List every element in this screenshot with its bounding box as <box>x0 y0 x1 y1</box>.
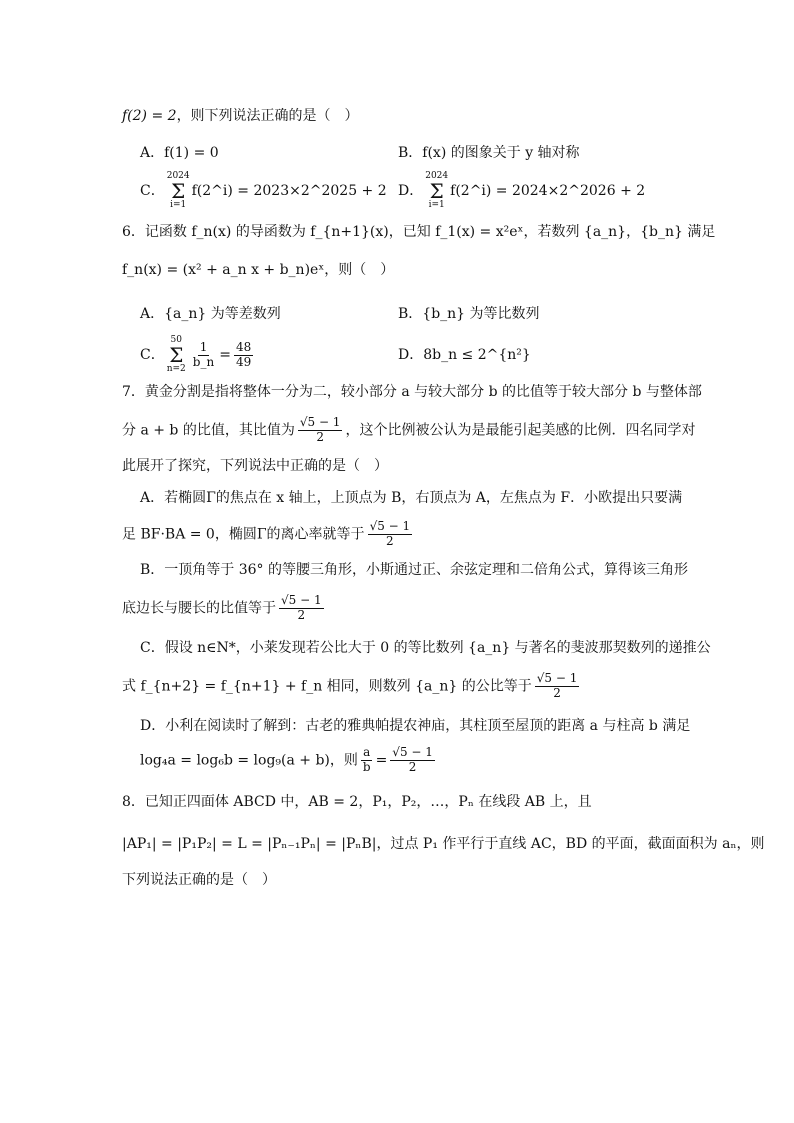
q5-option-b: B．f(x) 的图象关于 y 轴对称 <box>398 145 580 161</box>
q7-option-c-line-1: C．假设 n∈N*，小莱发现若公比大于 0 的等比数列 {a_n} 与著名的斐波那契数列的递推公 <box>140 640 711 656</box>
summation-symbol: 50 Σ n=2 <box>166 335 186 374</box>
option-text: 足 BF·BA = 0，椭圆Γ的离心率就等于 <box>122 526 365 543</box>
fraction <box>535 672 580 701</box>
fraction-numerator: 48 <box>235 339 252 354</box>
q7-option-d-line-1: D．小利在阅读时了解到：古老的雅典帕提农神庙，其柱顶至屋顶的距离 a 与柱高 b 满足 <box>140 718 691 734</box>
option-expression: f(2^i) = 2024×2^2026 + 2 <box>450 183 646 199</box>
fraction-numerator: 1 <box>199 339 208 354</box>
q6-stem-line-1: 6．记函数 f_n(x) 的导函数为 f_{n+1}(x)，已知 f_1(x) = x²eˣ，若数列 {a_n}，{b_n} 满足 <box>122 224 716 240</box>
sum-upper-limit: 2024 <box>425 171 449 181</box>
fraction-denominator: b <box>362 759 371 774</box>
option-label: C． <box>140 183 165 199</box>
fraction <box>361 746 373 775</box>
q7-stem-line-3: 此展开了探究，下列说法中正确的是（ ） <box>122 458 388 474</box>
fraction-denominator: 2 <box>408 759 417 774</box>
fraction-numerator: √5 − 1 <box>299 415 341 429</box>
option-text: 式 f_{n+2} = f_{n+1} + f_n 相同，则数列 {a_n} 的公比等于 <box>122 678 532 695</box>
fraction <box>390 746 435 775</box>
sum-upper-limit: 2024 <box>166 171 190 181</box>
golden-ratio-fraction <box>298 416 343 445</box>
q5-option-c <box>140 172 387 210</box>
fraction-denominator: 2 <box>297 607 306 622</box>
q6-option-b: B．{b_n} 为等比数列 <box>398 306 540 322</box>
fraction <box>368 520 413 549</box>
fraction-numerator: √5 − 1 <box>392 745 433 759</box>
option-label: D． <box>398 183 424 199</box>
q7-option-a-line-2 <box>122 520 415 549</box>
q7-option-b-line-2 <box>122 594 327 623</box>
option-expression: f(2^i) = 2023×2^2025 + 2 <box>191 183 387 199</box>
math-expression: f(2) = 2 <box>122 108 177 124</box>
fraction <box>191 341 216 370</box>
q6-stem-line-2: f_n(x) = (x² + a_n x + b_n)eˣ，则（ ） <box>122 262 395 278</box>
q7-stem-line-2 <box>122 416 695 445</box>
equals-sign: = <box>219 347 231 363</box>
q7-option-d-line-2 <box>140 746 438 775</box>
fraction-numerator: √5 − 1 <box>369 519 411 533</box>
fraction-denominator: 49 <box>235 354 252 369</box>
fraction-numerator: √5 − 1 <box>536 671 578 685</box>
q5-option-d <box>398 172 645 210</box>
fraction-denominator: 2 <box>386 533 394 548</box>
fraction <box>234 341 253 370</box>
q6-option-d: D．8b_n ≤ 2^{n²} <box>398 347 531 363</box>
sum-upper-limit: 50 <box>170 335 182 345</box>
option-text: log₄a = log₆b = log₉(a + b)，则 <box>140 752 358 769</box>
q7-option-b-line-1: B．一顶角等于 36° 的等腰三角形，小斯通过正、余弦定理和二倍角公式，算得该三角形 <box>140 562 689 578</box>
sum-lower-limit: i=1 <box>170 200 187 210</box>
stem-text: ，则下列说法正确的是（ ） <box>176 108 359 124</box>
option-label: C． <box>140 347 165 363</box>
stem-text: ，这个比例被公认为是最能引起美感的比例．四名同学对 <box>345 422 696 439</box>
q8-stem-line-3: 下列说法正确的是（ ） <box>122 872 276 888</box>
fraction-denominator: b_n <box>192 354 215 369</box>
q6-option-a: A．{a_n} 为等差数列 <box>140 306 281 322</box>
fraction <box>279 594 324 623</box>
q7-option-a-line-1: A．若椭圆Γ的焦点在 x 轴上，上顶点为 B，右顶点为 A，左焦点为 F．小欧提出只要满 <box>140 490 683 506</box>
option-text: 底边长与腰长的比值等于 <box>122 600 276 617</box>
fraction-numerator: a <box>363 745 371 759</box>
q7-stem-line-1: 7．黄金分割是指将整体一分为二，较小部分 a 与较大部分 b 的比值等于较大部分 b 与整体部 <box>122 384 702 400</box>
sum-lower-limit: n=2 <box>166 364 186 374</box>
q5-stem-tail <box>122 108 359 125</box>
fraction-denominator: 2 <box>553 685 561 700</box>
fraction-denominator: 2 <box>316 429 324 444</box>
stem-text: 分 a + b 的比值，其比值为 <box>122 422 295 439</box>
q8-stem-line-1: 8．已知正四面体 ABCD 中，AB = 2，P₁，P₂，…，Pₙ 在线段 AB 上，且 <box>122 794 592 810</box>
q7-option-c-line-2 <box>122 672 582 701</box>
equals-sign: = <box>375 752 388 769</box>
sum-lower-limit: i=1 <box>428 200 445 210</box>
q8-stem-line-2: |AP₁| = |P₁P₂| = L = |Pₙ₋₁Pₙ| = |PₙB|，过点 P₁ 作平行于直线 AC，BD 的平面，截面面积为 aₙ，则 <box>122 836 765 852</box>
summation-symbol: 2024 Σ i=1 <box>166 171 190 210</box>
q6-option-c <box>140 336 256 374</box>
summation-symbol: 2024 Σ i=1 <box>425 171 449 210</box>
fraction-numerator: √5 − 1 <box>281 593 322 607</box>
q5-option-a: A．f(1) = 0 <box>140 145 219 161</box>
